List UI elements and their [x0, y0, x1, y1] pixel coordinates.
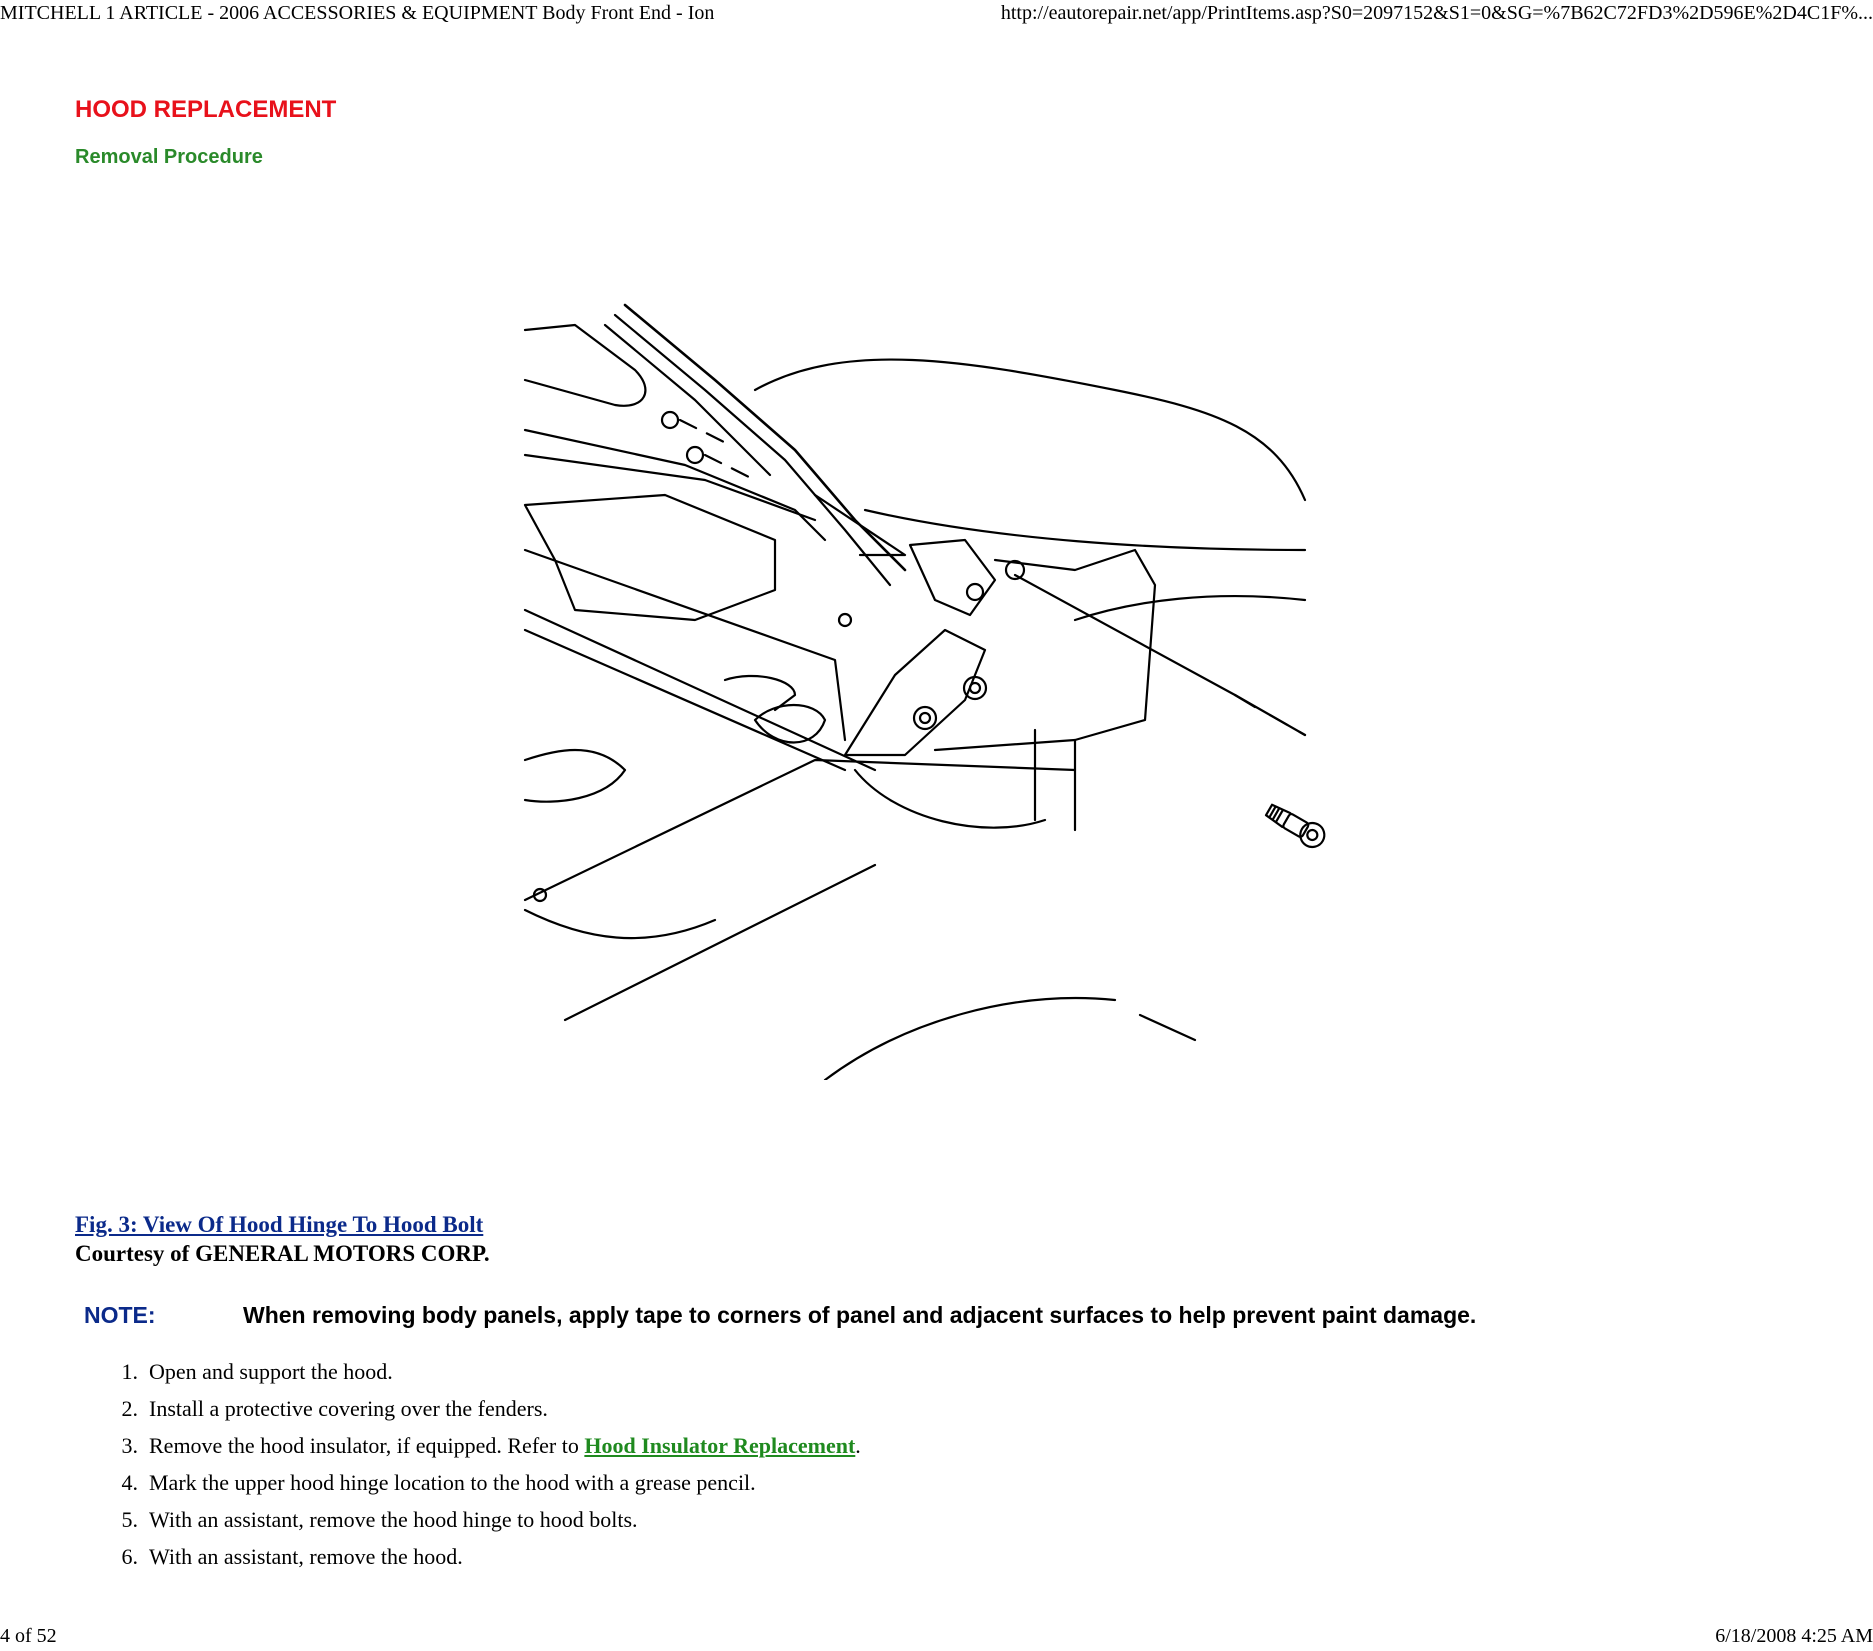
- step-number: 4.: [121, 1470, 138, 1495]
- list-item: [100, 1505, 861, 1542]
- figure-caption-link[interactable]: Fig. 3: View Of Hood Hinge To Hood Bolt: [75, 1212, 484, 1237]
- step-number: 3.: [121, 1433, 138, 1458]
- list-item: [100, 1431, 861, 1468]
- section-title: HOOD REPLACEMENT: [75, 96, 337, 123]
- hood-hinge-illustration: [515, 300, 1360, 1080]
- print-header-url: http://eautorepair.net/app/PrintItems.asp?S0=2097152&S1=0&SG=%7B62C72FD3%2D596E%2D4C1F%...: [1000, 2, 1873, 24]
- step-text: Open and support the hood.: [149, 1359, 393, 1384]
- step-text: With an assistant, remove the hood hinge to hood bolts.: [149, 1507, 638, 1532]
- hood-insulator-replacement-link[interactable]: Hood Insulator Replacement: [584, 1433, 856, 1458]
- list-item: [100, 1357, 861, 1394]
- step-number: 1.: [121, 1359, 138, 1384]
- note-text: When removing body panels, apply tape to corners of panel and adjacent surfaces to help prevent paint damage.: [243, 1302, 1477, 1328]
- step-number: 6.: [121, 1544, 138, 1569]
- procedure-subtitle: Removal Procedure: [75, 146, 263, 168]
- step-number: 2.: [121, 1396, 138, 1421]
- list-item: [100, 1542, 861, 1579]
- removal-steps-list: [100, 1357, 861, 1579]
- step-text: With an assistant, remove the hood.: [149, 1544, 463, 1569]
- step-text-end: .: [855, 1433, 861, 1458]
- list-item: [100, 1468, 861, 1505]
- list-item: [100, 1394, 861, 1431]
- print-header-title: MITCHELL 1 ARTICLE - 2006 ACCESSORIES & EQUIPMENT Body Front End - Ion: [0, 2, 715, 24]
- step-text: Mark the upper hood hinge location to the hood with a grease pencil.: [149, 1470, 756, 1495]
- step-text: Install a protective covering over the fenders.: [149, 1396, 548, 1421]
- page-count: 4 of 52: [0, 1625, 57, 1647]
- step-number: 5.: [121, 1507, 138, 1532]
- print-timestamp: 6/18/2008 4:25 AM: [1715, 1625, 1873, 1647]
- note-label: NOTE:: [84, 1302, 156, 1328]
- step-text: Remove the hood insulator, if equipped. Refer to: [149, 1433, 585, 1458]
- figure-courtesy: Courtesy of GENERAL MOTORS CORP.: [75, 1241, 490, 1266]
